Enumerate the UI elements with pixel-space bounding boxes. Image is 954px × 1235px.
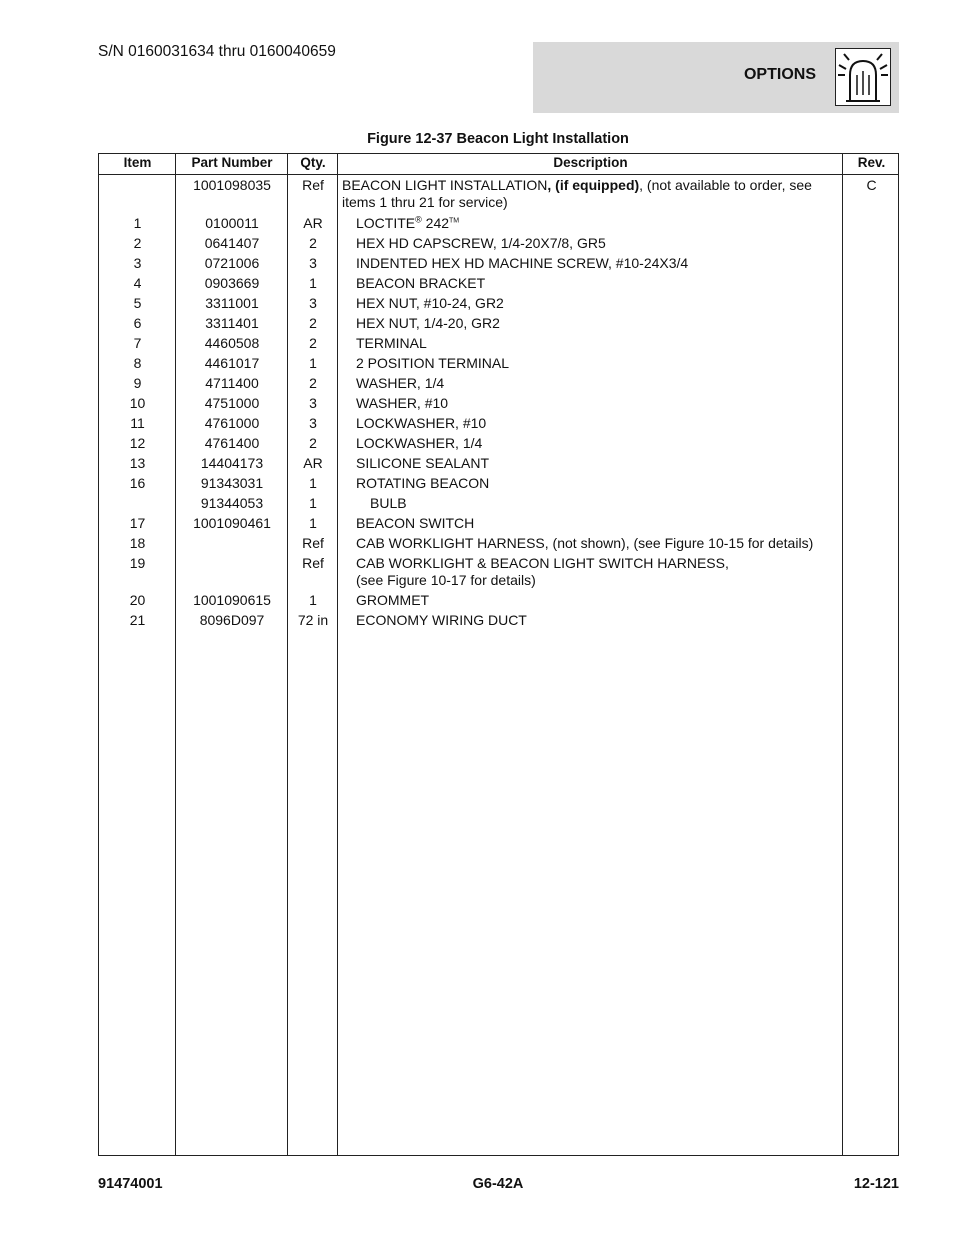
item-number: 16 — [129, 475, 146, 491]
part-number: 4751000 — [204, 395, 260, 411]
description-main: BEACON LIGHT INSTALLATION — [342, 177, 548, 193]
part-number: 1001090461 — [193, 515, 271, 531]
col-header-qty: Qty. — [300, 155, 326, 170]
quantity: 3 — [309, 295, 317, 311]
quantity: 2 — [309, 315, 317, 331]
part-number: 1001098035 — [193, 177, 271, 193]
table-row — [99, 434, 898, 454]
description: CAB WORKLIGHT HARNESS, (not shown), (see Figure 10-15 for details) — [356, 535, 814, 551]
quantity: 2 — [309, 235, 317, 251]
table-row — [99, 234, 898, 254]
part-number: 4461017 — [204, 355, 260, 371]
item-number: 4 — [133, 275, 142, 291]
table-row — [99, 254, 898, 274]
part-number: 0641407 — [204, 235, 260, 251]
quantity: 2 — [309, 335, 317, 351]
table-row — [99, 554, 898, 591]
revision: C — [866, 177, 877, 193]
table-row — [99, 494, 898, 514]
part-number: 0100011 — [205, 215, 259, 231]
item-number: 6 — [133, 315, 142, 331]
item-number: 17 — [129, 515, 146, 531]
footer-document-number: 91474001 — [98, 1176, 163, 1192]
description: HEX NUT, #10-24, GR2 — [356, 295, 504, 311]
description-line: (see Figure 10-17 for details) — [356, 572, 536, 588]
table-row — [99, 454, 898, 474]
col-header-part-number: Part Number — [191, 155, 273, 170]
table-row — [99, 534, 898, 554]
item-number: 11 — [130, 415, 145, 431]
quantity: AR — [303, 455, 323, 471]
table-row — [99, 414, 898, 434]
item-number: 2 — [133, 235, 142, 251]
parts-table — [98, 153, 899, 1156]
table-body — [99, 176, 898, 631]
figure-title: Figure 12-37 Beacon Light Installation — [367, 131, 629, 147]
quantity: Ref — [302, 535, 324, 551]
registered-mark: ® — [415, 214, 422, 225]
table-row — [99, 214, 898, 234]
item-number: 7 — [133, 335, 142, 351]
quantity: 2 — [309, 375, 317, 391]
part-number: 1001090615 — [193, 592, 271, 608]
description-main: LOCTITE — [356, 215, 416, 231]
item-number: 21 — [129, 612, 146, 628]
part-number: 3311001 — [205, 295, 259, 311]
beacon-light-icon — [835, 48, 891, 106]
table-row — [99, 274, 898, 294]
item-number: 9 — [133, 375, 142, 391]
description: BEACON BRACKET — [356, 275, 486, 291]
quantity: 3 — [309, 415, 317, 431]
table-row — [99, 176, 898, 214]
quantity: 72 in — [297, 612, 329, 628]
part-number: 91344053 — [200, 495, 264, 511]
quantity: 1 — [309, 592, 317, 608]
description: ECONOMY WIRING DUCT — [356, 612, 527, 628]
quantity: Ref — [302, 555, 324, 571]
item-number: 8 — [133, 355, 142, 371]
description-bold: , (if equipped) — [547, 177, 640, 193]
quantity: 3 — [309, 255, 317, 271]
trademark-mark: TM — [449, 217, 460, 225]
table-row — [99, 354, 898, 374]
description-line: CAB WORKLIGHT & BEACON LIGHT SWITCH HARNESS, — [356, 555, 729, 571]
description: BEACON SWITCH — [356, 515, 475, 531]
table-row — [99, 374, 898, 394]
item-number: 12 — [129, 435, 146, 451]
table-row — [99, 474, 898, 494]
description: HEX HD CAPSCREW, 1/4-20X7/8, GR5 — [356, 235, 606, 251]
description: LOCKWASHER, #10 — [356, 415, 487, 431]
description: SILICONE SEALANT — [356, 455, 490, 471]
item-number: 20 — [129, 592, 146, 608]
section-tab — [533, 42, 899, 113]
description: WASHER, 1/4 — [356, 375, 445, 391]
table-row — [99, 611, 898, 631]
part-number: 0721006 — [204, 255, 260, 271]
description-tail: , (not available to order, see items 1 thru 21 for service) — [342, 177, 812, 210]
part-number: 3311401 — [205, 315, 259, 331]
description: INDENTED HEX HD MACHINE SCREW, #10-24X3/4 — [356, 255, 689, 271]
quantity: 1 — [309, 355, 317, 371]
section-title: OPTIONS — [743, 66, 816, 83]
part-number: 4761400 — [204, 435, 260, 451]
item-number: 13 — [129, 455, 146, 471]
part-number: 0903669 — [204, 275, 260, 291]
col-header-description: Description — [553, 155, 628, 170]
part-number: 14404173 — [200, 455, 264, 471]
description-tail: 242 — [421, 215, 450, 231]
description — [342, 555, 846, 589]
col-header-item: Item — [123, 155, 152, 170]
quantity: 3 — [309, 395, 317, 411]
description: BULB — [370, 495, 407, 511]
part-number: 4460508 — [204, 335, 260, 351]
description — [342, 215, 846, 232]
description — [342, 177, 827, 211]
description: LOCKWASHER, 1/4 — [356, 435, 483, 451]
quantity: AR — [303, 215, 323, 231]
part-number: 4761000 — [204, 415, 260, 431]
quantity: 1 — [309, 515, 317, 531]
description: ROTATING BEACON — [356, 475, 490, 491]
item-number: 18 — [129, 535, 146, 551]
col-header-rev: Rev. — [857, 155, 886, 170]
description: TERMINAL — [356, 335, 427, 351]
part-number: 4711400 — [205, 375, 259, 391]
table-row — [99, 514, 898, 534]
item-number: 3 — [133, 255, 142, 271]
table-row — [99, 334, 898, 354]
part-number: 91343031 — [200, 475, 264, 491]
description: 2 POSITION TERMINAL — [356, 355, 509, 371]
part-number: 8096D097 — [199, 612, 265, 628]
footer-model: G6-42A — [472, 1176, 524, 1192]
table-row — [99, 591, 898, 611]
header-divider — [99, 174, 898, 175]
quantity: 2 — [309, 435, 317, 451]
table-row — [99, 314, 898, 334]
description: WASHER, #10 — [356, 395, 449, 411]
item-number: 5 — [133, 295, 142, 311]
quantity: 1 — [309, 475, 317, 491]
serial-range: S/N 0160031634 thru 0160040659 — [98, 43, 336, 60]
description: HEX NUT, 1/4-20, GR2 — [356, 315, 500, 331]
item-number: 19 — [129, 555, 146, 571]
quantity: 1 — [309, 495, 317, 511]
quantity: 1 — [309, 275, 317, 291]
quantity: Ref — [302, 177, 324, 193]
table-row — [99, 294, 898, 314]
item-number: 1 — [133, 215, 142, 231]
table-row — [99, 394, 898, 414]
footer-page-number: 12-121 — [853, 1176, 899, 1192]
description: GROMMET — [356, 592, 430, 608]
item-number: 10 — [129, 395, 146, 411]
